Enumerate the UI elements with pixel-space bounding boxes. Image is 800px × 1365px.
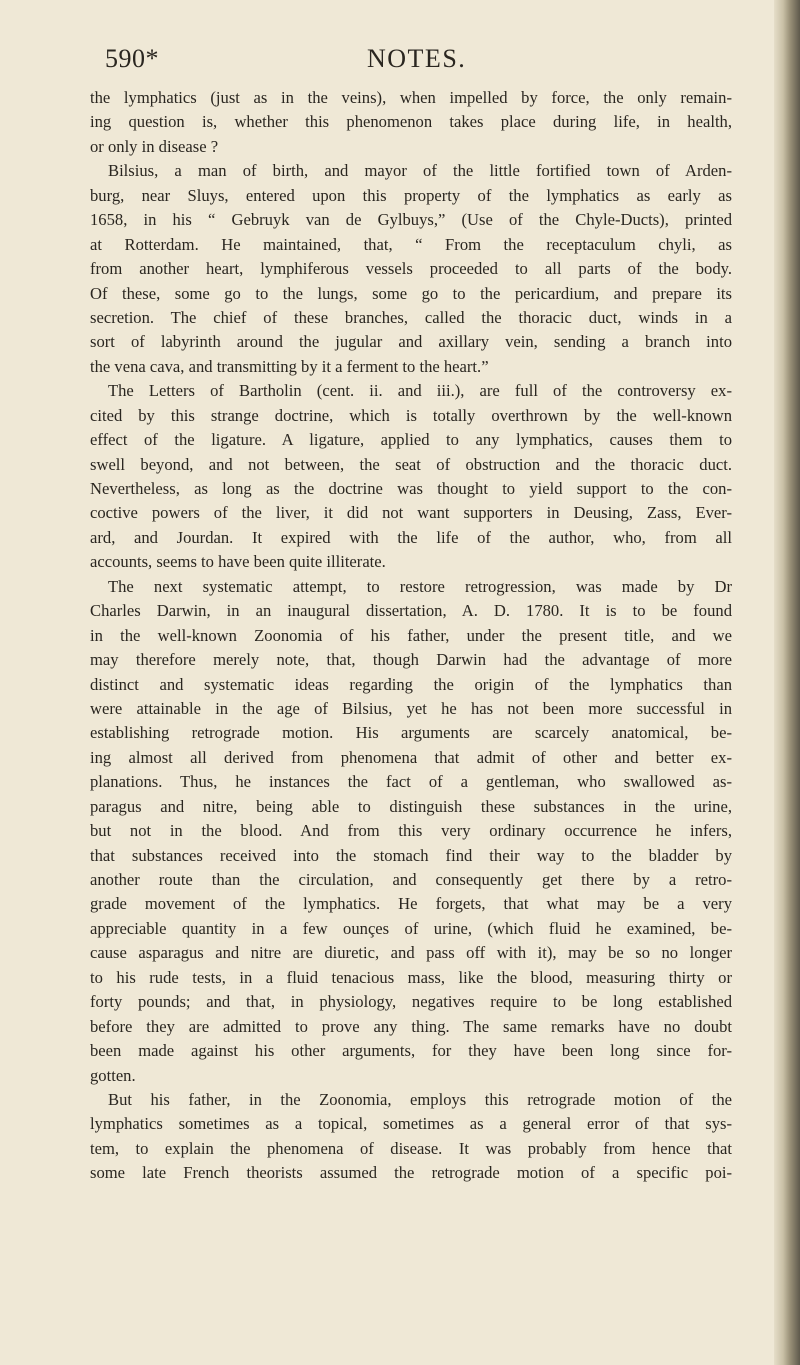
text-line: the lymphatics (just as in the veins), when impelled by force, the only remain- [90,88,732,107]
text-line: The next systematic attempt, to restore retrogression, was made by Dr [108,576,732,596]
text-line: may therefore merely note, that, though Darwin had the advantage of more [90,650,732,670]
page-number: 590* [105,44,159,73]
text-line: or only in disease ? [90,136,219,156]
text-line: the vena cava, and transmitting by it a ferment to the heart.” [90,356,489,376]
text-line: 1658, in his “ Gebruyk van de Gylbuys,” (Use of the Chyle-Ducts), printed [90,210,732,230]
text-line: lymphatics sometimes as a topical, sometimes as a general error of that sys- [90,1114,732,1134]
text-line: forty pounds; and that, in physiology, negatives require to be long established [90,992,732,1012]
running-head: NOTES. [367,44,467,73]
text-line: sort of labyrinth around the jugular and axillary vein, sending a branch into [90,332,732,352]
text-line: paragus and nitre, being able to distinguish these substances in the urine, [90,796,732,816]
body-text [90,86,732,1186]
text-line: burg, near Sluys, entered upon this property of the lymphatics as early as [90,185,732,205]
text-line: Bilsius, a man of birth, and mayor of the little fortified town of Arden- [108,161,732,181]
text-line: distinct and systematic ideas regarding the origin of the lymphatics than [90,674,732,694]
text-line: to his rude tests, in a fluid tenacious mass, like the blood, measuring thirty or [90,967,732,987]
text-line: gotten. [90,1065,136,1085]
text-line: but not in the blood. And from this very ordinary occurrence he infers, [90,821,732,841]
text-line: planations. Thus, he instances the fact of a gentleman, who swallowed as- [90,772,732,792]
text-line: some late French theorists assumed the retrograde motion of a specific poi- [90,1163,732,1183]
text-line: ing almost all derived from phenomena that admit of other and better ex- [90,747,732,767]
text-line: Charles Darwin, in an inaugural dissertation, A. D. 1780. It is to be found [90,601,732,621]
text-line: But his father, in the Zoonomia, employs this retrograde motion of the [108,1089,732,1109]
text-line: accounts, seems to have been quite illiterate. [90,552,386,572]
text-line: cited by this strange doctrine, which is totally overthrown by the well-known [90,405,732,425]
text-line: swell beyond, and not between, the seat of obstruction and the thoracic duct. [90,454,732,474]
text-line: Nevertheless, as long as the doctrine was thought to yield support to the con- [90,479,732,498]
text-line: secretion. The chief of these branches, called the thoracic duct, winds in a [90,307,732,327]
text-line: that substances received into the stomach find their way to the bladder by [90,845,732,865]
text-line: ard, and Jourdan. It expired with the life of the author, who, from all [90,527,732,547]
text-line: another route than the circulation, and consequently get there by a retro- [90,870,732,889]
text-line: been made against his other arguments, for they have been long since for- [90,1041,732,1061]
text-line: were attainable in the age of Bilsius, yet he has not been more successful in [90,698,732,718]
text-line: Of these, some go to the lungs, some go to the pericardium, and prepare its [90,283,732,303]
text-line: The Letters of Bartholin (cent. ii. and iii.), are full of the controversy ex- [108,381,732,401]
text-line: tem, to explain the phenomena of disease. It was probably from hence that [90,1138,732,1158]
text-line: appreciable quantity in a few ounçes of urine, (which fluid he examined, be- [90,918,732,938]
text-line: from another heart, lymphiferous vessels proceeded to all parts of the body. [90,259,732,279]
text-line: grade movement of the lymphatics. He forgets, that what may be a very [90,894,732,914]
text-line: ing question is, whether this phenomenon takes place during life, in health, [90,112,732,132]
page-header [105,44,725,84]
text-line: effect of the ligature. A ligature, applied to any lymphatics, causes them to [90,430,732,450]
text-line: in the well-known Zoonomia of his father, under the present title, and we [90,625,732,645]
text-line: cause asparagus and nitre are diuretic, and pass off with it), may be so no longer [90,943,732,963]
page-edge-shadow [774,0,800,1365]
text-line: before they are admitted to prove any thing. The same remarks have no doubt [90,1016,732,1036]
text-line: coctive powers of the liver, it did not want supporters in Deusing, Zass, Ever- [90,503,732,523]
text-line: establishing retrograde motion. His arguments are scarcely anatomical, be- [90,723,732,743]
text-line: at Rotterdam. He maintained, that, “ From the receptaculum chyli, as [90,234,732,254]
